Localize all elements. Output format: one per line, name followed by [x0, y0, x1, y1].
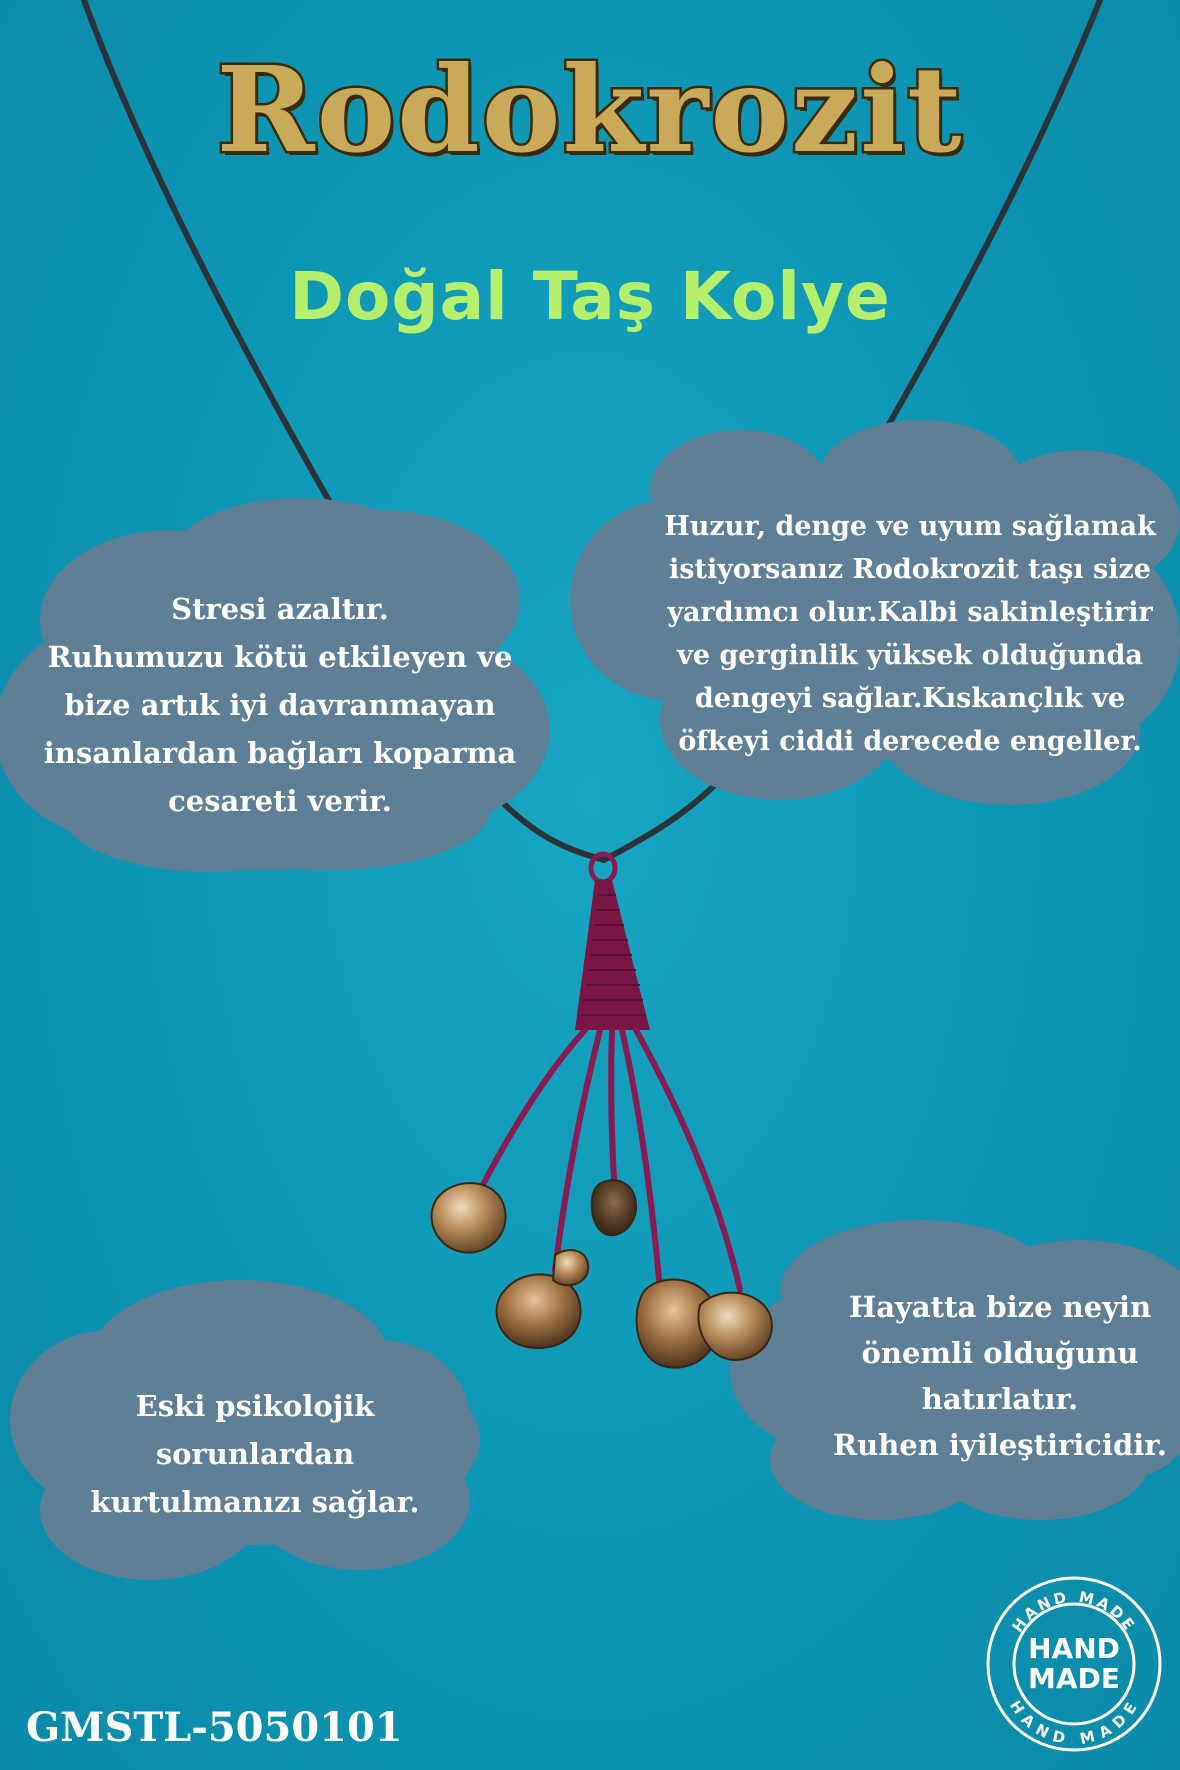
cloud-bottom-right-line: Hayatta bize neyin: [848, 1290, 1152, 1324]
pendant-wires: [470, 1030, 740, 1290]
page-title: Rodokrozit: [216, 40, 964, 179]
badge-line2: MADE: [1028, 1662, 1120, 1695]
pendant: [432, 854, 772, 1368]
cloud-bottom-right-line: hatırlatır.: [921, 1382, 1079, 1416]
cloud-right-line: öfkeyi ciddi derecede engeller.: [678, 726, 1142, 757]
cloud-bottom-left-text: [40, 1382, 470, 1526]
cloud-right-line: yardımcı olur.Kalbi sakinleştirir: [667, 597, 1153, 628]
badge-ring-top-text: HAND MADE: [1008, 1587, 1140, 1636]
cloud-right-line: Huzur, denge ve uyum sağlamak: [664, 511, 1156, 542]
cloud-left-line: bize artık iyi davranmayan: [64, 688, 496, 722]
cloud-right-text: [660, 505, 1160, 763]
badge-line1: HAND: [1028, 1632, 1120, 1665]
cloud-left-line: Ruhumuzu kötü etkileyen ve: [47, 640, 513, 674]
cloud-bottom-right-line: önemli olduğunu: [861, 1336, 1139, 1370]
cloud-right-line: istiyorsanız Rodokrozit taşı size: [669, 554, 1151, 585]
cloud-right-line: ve gerginlik yüksek olduğunda: [677, 640, 1143, 671]
badge-ring-bottom-text: HAND MADE: [1006, 1697, 1143, 1749]
handmade-badge: [982, 1572, 1166, 1756]
svg-text:HAND MADE: [1008, 1588, 1139, 1636]
pendant-stones: [432, 1180, 772, 1367]
cloud-bottom-right-text: [820, 1284, 1180, 1468]
page-subtitle: Doğal Taş Kolye: [289, 258, 891, 335]
cloud-left-text: [20, 585, 540, 825]
cloud-bottom-left-line: Eski psikolojik: [135, 1389, 375, 1423]
cloud-bottom-right-line: Ruhen iyileştiricidir.: [833, 1428, 1167, 1462]
cloud-left-line: insanlardan bağları koparma: [43, 736, 517, 770]
cloud-bottom-left-line: sorunlardan: [155, 1437, 355, 1471]
product-code: GMSTL-5050101: [26, 1704, 403, 1751]
cloud-left-line: cesareti verir.: [168, 784, 392, 818]
cloud-left-line: Stresi azaltır.: [171, 592, 389, 626]
cloud-right-line: dengeyi sağlar.Kıskançlık ve: [694, 683, 1126, 714]
cloud-bottom-left-line: kurtulmanızı sağlar.: [90, 1485, 420, 1519]
